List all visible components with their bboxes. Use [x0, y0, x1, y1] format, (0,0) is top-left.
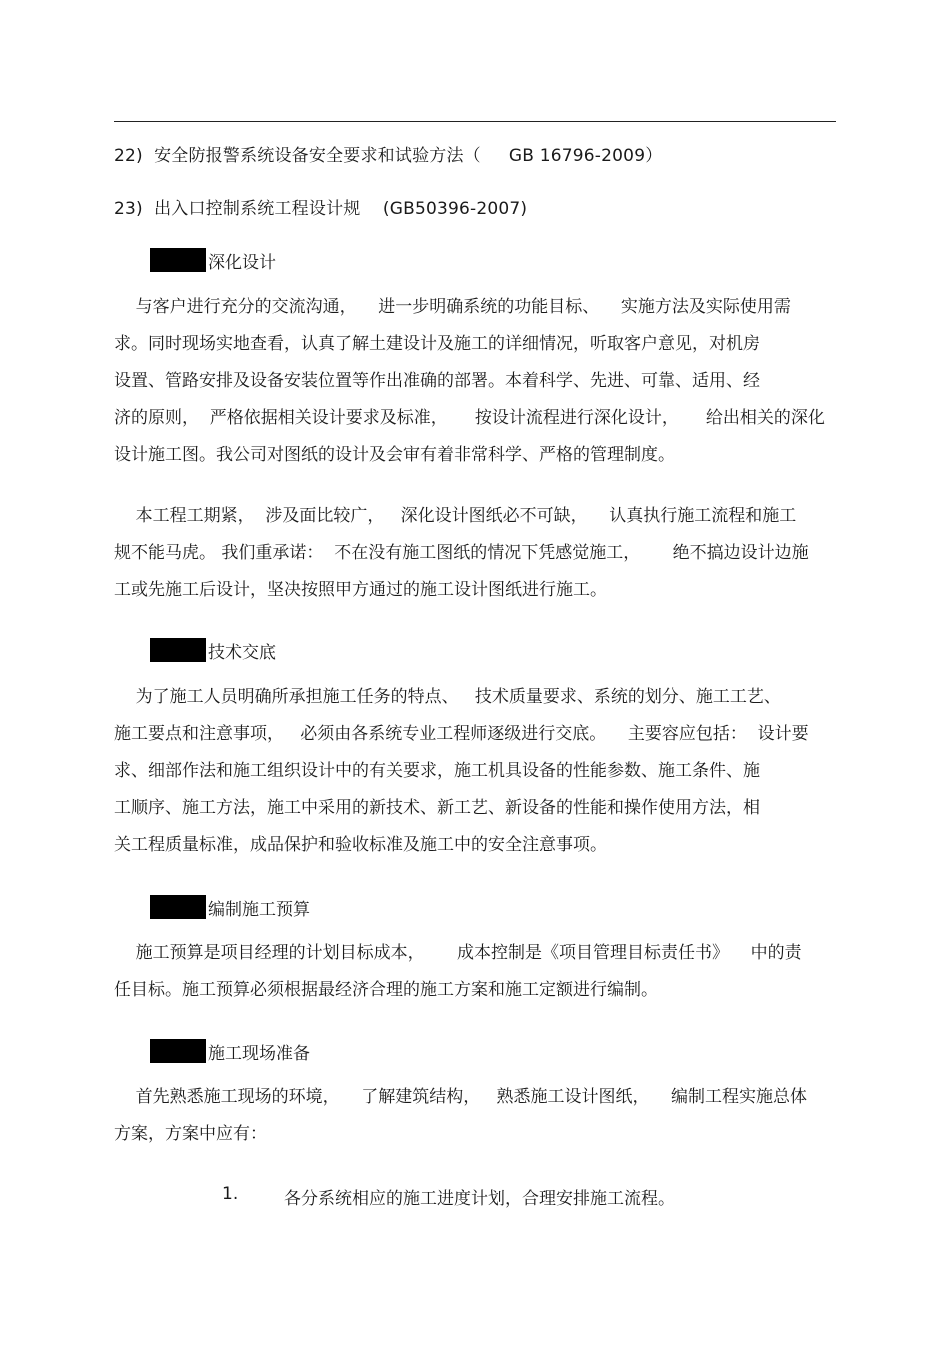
text-line: 任目标。施工预算必须根据最经济合理的施工方案和施工定额进行编制。 — [114, 980, 658, 1000]
text-line: 施工预算是项目经理的计划目标成本， 成本控制是《项目管理目标责任书》 中的责 — [114, 943, 802, 963]
reference-line-22: 22) 安全防报警系统设备安全要求和试验方法（ GB 16796-2009） — [114, 146, 663, 166]
text-line: 工顺序、施工方法，施工中采用的新技术、新工艺、新设备的性能和操作使用方法，相 — [114, 798, 760, 818]
list-item-number: 1. — [222, 1184, 239, 1204]
text-line: 方案，方案中应有： — [114, 1124, 267, 1144]
paragraph — [114, 935, 836, 1009]
section-title: 施工现场准备 — [208, 1043, 310, 1064]
text-line: 首先熟悉施工现场的环境， 了解建筑结构， 熟悉施工设计图纸， 编制工程实施总体 — [114, 1087, 808, 1107]
text-line: 与客户进行充分的交流沟通， 进一步明确系统的功能目标、 实施方法及实际使用需 — [114, 297, 791, 317]
header-rule — [114, 121, 836, 122]
section-title: 编制施工预算 — [208, 899, 310, 920]
section-title: 技术交底 — [208, 642, 276, 663]
text-line: 求、细部作法和施工组织设计中的有关要求，施工机具设备的性能参数、施工条件、施 — [114, 761, 760, 781]
text-line: 工或先施工后设计，坚决按照甲方通过的施工设计图纸进行施工。 — [114, 580, 607, 600]
paragraph — [114, 289, 836, 474]
text-line: 规不能马虎。 我们重承诺： 不在没有施工图纸的情况下凭感觉施工， 绝不搞边设计边施 — [114, 543, 809, 563]
section-heading — [150, 248, 276, 272]
text-line: 施工要点和注意事项， 必须由各系统专业工程师逐级进行交底。 主要容应包括： 设计要 — [114, 724, 809, 744]
section-title: 深化设计 — [208, 252, 276, 273]
paragraph — [114, 498, 836, 609]
redacted-number-block — [150, 1039, 206, 1063]
section-heading — [150, 638, 276, 662]
text-line: 济的原则， 严格依据相关设计要求及标准， 按设计流程进行深化设计， 给出相关的深化 — [114, 408, 825, 428]
section-heading — [150, 1039, 310, 1063]
reference-line-23: 23) 出入口控制系统工程设计规 (GB50396-2007) — [114, 199, 528, 219]
paragraph — [114, 1079, 836, 1153]
redacted-number-block — [150, 248, 206, 272]
text-line: 本工程工期紧， 涉及面比较广， 深化设计图纸必不可缺， 认真执行施工流程和施工 — [114, 506, 797, 526]
text-line: 设置、管路安排及设备安装位置等作出准确的部署。本着科学、先进、可靠、适用、经 — [114, 371, 760, 391]
text-line: 关工程质量标准，成品保护和验收标准及施工中的安全注意事项。 — [114, 835, 607, 855]
redacted-number-block — [150, 895, 206, 919]
list-item-text: 各分系统相应的施工进度计划，合理安排施工流程。 — [284, 1189, 675, 1209]
section-heading — [150, 895, 310, 919]
text-line: 设计施工图。我公司对图纸的设计及会审有着非常科学、严格的管理制度。 — [114, 445, 675, 465]
redacted-number-block — [150, 638, 206, 662]
text-line: 为了施工人员明确所承担施工任务的特点、 技术质量要求、系统的划分、施工工艺、 — [114, 687, 781, 707]
paragraph — [114, 679, 836, 864]
text-line: 求。同时现场实地查看，认真了解土建设计及施工的详细情况，听取客户意见，对机房 — [114, 334, 760, 354]
